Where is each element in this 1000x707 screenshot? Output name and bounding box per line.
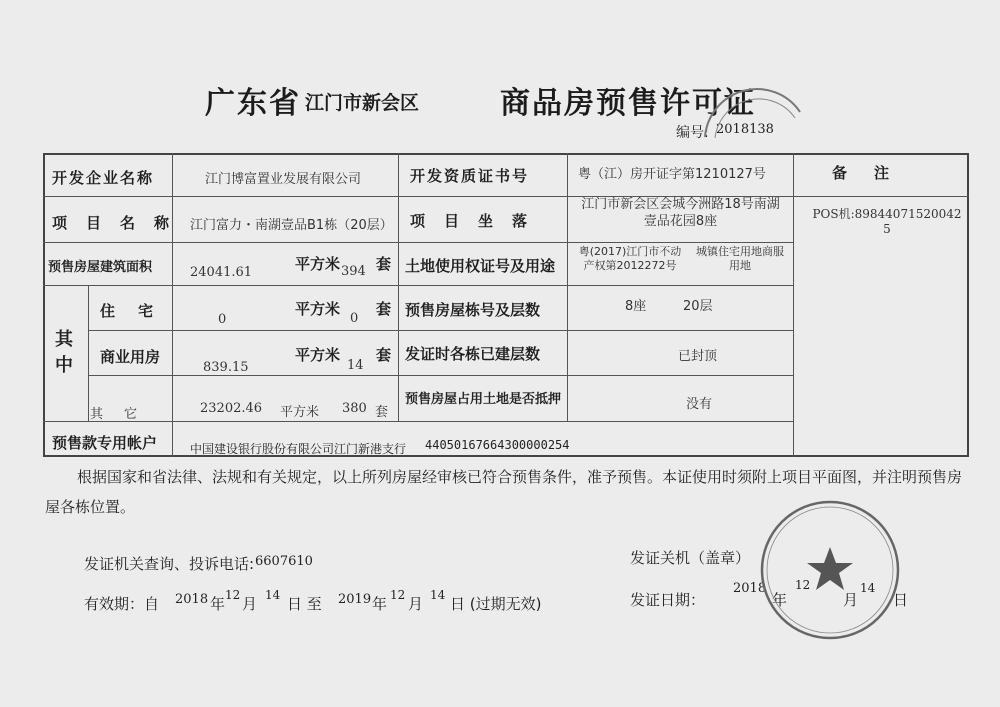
statement-text: 根据国家和省法律、法规和有关规定，以上所列房屋经审核已符合预售条件，准予预售。本证使用时须附上项目平面图，并注明预售房屋各栋位置。: [45, 468, 963, 516]
account-bank: 中国建设银行股份有限公司江门新港支行: [190, 442, 407, 456]
valid-from-year: 2018: [175, 592, 209, 607]
valid-to-year-unit: 年: [372, 595, 388, 613]
valid-to-day: 14: [430, 588, 446, 602]
residential-sets-unit: 套: [376, 300, 392, 318]
project-name-label: 项 目 名 称: [52, 214, 172, 232]
issue-month: 12: [795, 578, 811, 592]
valid-to-month: 12: [390, 588, 406, 602]
seal-top-stamp: [695, 72, 805, 142]
other-sets: 380: [342, 401, 367, 416]
issue-year-unit: 年: [772, 591, 788, 609]
residential-area: 0: [218, 312, 227, 327]
mortgage-value: 没有: [686, 397, 713, 412]
valid-label: 有效期：自: [84, 595, 160, 613]
issue-day: 14: [860, 581, 876, 595]
commercial-sets-unit: 套: [376, 346, 392, 364]
valid-from-month-unit: 月: [242, 595, 258, 613]
other-sqm-unit: 平方米: [280, 405, 320, 420]
land-use-value: 城镇住宅用地商服用地: [696, 245, 784, 272]
qualification-label: 开发资质证书号: [410, 167, 530, 185]
residential-sets: 0: [350, 311, 359, 326]
area-sets-value: 394: [341, 264, 366, 279]
valid-from-year-unit: 年: [210, 595, 226, 613]
built-floors-value: 已封顶: [678, 349, 718, 364]
issuer-label: 发证关机（盖章）: [630, 549, 751, 567]
area-sets-unit: 套: [376, 255, 392, 273]
area-sqm-unit: 平方米: [295, 255, 341, 273]
page-title: 商品房预售许可证: [500, 86, 756, 121]
area-value: 24041.61: [190, 265, 253, 280]
title-district: 江门市新会区: [305, 92, 420, 114]
building-number: 8座: [625, 299, 647, 314]
commercial-sqm-unit: 平方米: [295, 346, 341, 364]
developer-label: 开发企业名称: [52, 169, 155, 187]
commercial-sets: 14: [347, 358, 364, 373]
valid-to-label: 日 至: [287, 595, 322, 613]
qualification-value: 粤（江）房开证字第1210127号: [578, 167, 766, 182]
certificate-number: 2018138: [716, 122, 774, 137]
land-cert-value: 粤(2017)江门市不动产权第2012272号: [578, 245, 682, 272]
residential-sqm-unit: 平方米: [295, 300, 341, 318]
complaint-phone: 6607610: [255, 554, 313, 569]
developer-value: 江门博富置业发展有限公司: [205, 172, 362, 187]
project-name-value: 江门富力・南湖壹品B1栋（20层）: [190, 218, 393, 233]
remarks-label: 备 注: [832, 164, 896, 182]
building-label: 预售房屋栋号及层数: [405, 301, 541, 319]
account-number: 44050167664300000254: [425, 438, 570, 452]
valid-from-day: 14: [265, 588, 281, 602]
land-cert-label: 土地使用权证号及用途: [405, 257, 556, 275]
remarks-value: POS机:898440715200425: [812, 207, 962, 236]
area-label: 预售房屋建筑面积: [48, 260, 153, 275]
among-label: 其中: [55, 329, 73, 376]
issue-year: 2018: [733, 581, 767, 596]
commercial-label: 商业用房: [100, 348, 161, 366]
other-sets-unit: 套: [375, 405, 389, 420]
valid-to-month-unit: 月: [408, 595, 424, 613]
issue-date-label: 发证日期：: [630, 591, 706, 609]
valid-note: 日 (过期无效): [450, 595, 542, 613]
account-label: 预售款专用帐户: [52, 434, 158, 452]
issue-day-unit: 日: [893, 591, 909, 609]
complaint-label: 发证机关查询、投诉电话:: [84, 555, 255, 573]
commercial-area: 839.15: [203, 360, 249, 375]
mortgage-label: 预售房屋占用土地是否抵押: [405, 392, 562, 407]
location-value: 江门市新会区会城今洲路18号南湖壹品花园8座: [581, 197, 780, 229]
number-label: 编号:: [676, 125, 709, 141]
other-area: 23202.46: [200, 401, 263, 416]
official-seal: [755, 495, 905, 645]
location-label: 项 目 坐 落: [410, 212, 530, 230]
built-floors-label: 发证时各栋已建层数: [405, 345, 541, 363]
residential-label: 住 宅: [100, 302, 158, 320]
title-province: 广东省: [205, 86, 301, 121]
valid-to-year: 2019: [338, 592, 372, 607]
floors-value: 20层: [683, 299, 713, 314]
valid-from-month: 12: [225, 588, 241, 602]
issue-month-unit: 月: [843, 591, 859, 609]
other-label: 其 它: [90, 407, 142, 422]
